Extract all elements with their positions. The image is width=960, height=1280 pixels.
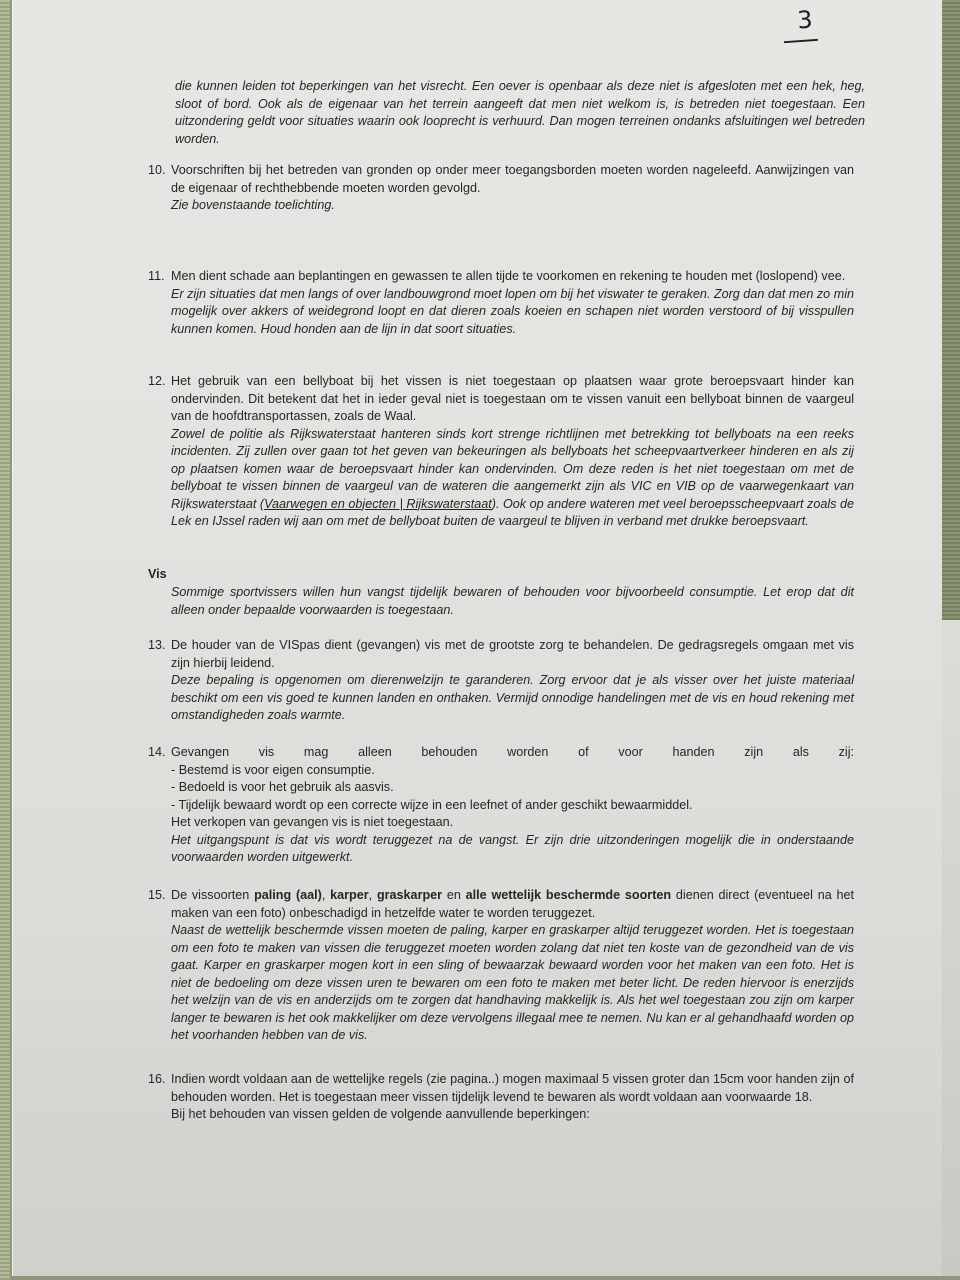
rule-text: Gevangen vis mag alleen behouden worden of voor handen zijn als zij: [171, 745, 854, 759]
rule-number: 14. [148, 745, 166, 759]
rule-number: 11. [148, 269, 165, 283]
rule-text-fragment: dienen direct (eventueel na het maken van een foto) onbeschadigd in hetzelfde water te worden teruggezet. [171, 888, 854, 920]
rule-text-continued: Bij het behouden van vissen gelden de volgende aanvullende beperkingen: [171, 1107, 590, 1121]
rule-text-fragment: , [368, 888, 377, 902]
rule-text: Indien wordt voldaan aan de wettelijke regels (zie pagina..) mogen maximaal 5 vissen groter dan 15cm voor handen zijn of behouden worden. Het is toegestaan meer vissen tijdelijk levend te bewaren als wordt voldaan aan voorwaarde 18. [171, 1072, 854, 1104]
rule-explanation: Er zijn situaties dat men langs of over landbouwgrond moet lopen om bij het viswater te geraken. Zorg dan dat men zo min mogelijk over akkers of weidegrond loopt en dat dieren zoals koeien en schapen niet worden verstoord of bij visspullen kunnen komen. Houd honden aan de lijn in dat soort situaties. [171, 286, 854, 336]
rule-item-15 [148, 887, 854, 1045]
bullet-item: - Tijdelijk bewaard wordt op een correcte wijze in een leefnet of ander geschikt bewaarmiddel. [171, 797, 693, 812]
tablecloth-background-left [0, 0, 10, 1280]
page-number-underline [784, 39, 818, 43]
rule-number: 10. [148, 163, 166, 177]
document-page [12, 0, 942, 1276]
rule-item-12 [148, 373, 854, 531]
rule-explanation: Het uitgangspunt is dat vis wordt teruggezet na de vangst. Er zijn drie uitzonderingen mogelijk die in onderstaande voorwaarden worden uitgewerkt. [171, 832, 854, 864]
rule-text-fragment: en [442, 888, 466, 902]
rule-text: Het verkopen van gevangen vis is niet toegestaan. [171, 815, 454, 829]
rule-number: 13. [148, 638, 166, 652]
handwritten-page-number: 3 [796, 5, 814, 35]
section-vis-intro: Sommige sportvissers willen hun vangst tijdelijk bewaren of behouden voor bijvoorbeeld consumptie. Let erop dat dit alleen onder bepaalde voorwaarden is toegestaan. [171, 585, 854, 617]
rule-text: De houder van de VISpas dient (gevangen) vis met de grootste zorg te behandelen. De gedragsregels omgaan met vis zijn hierbij leidend. [171, 638, 854, 670]
species-paling: paling (aal) [254, 888, 322, 902]
species-graskarper: graskarper [376, 888, 443, 902]
rule-text-fragment: De vissoorten [171, 888, 255, 902]
rule-text [171, 887, 854, 922]
intro-paragraph: die kunnen leiden tot beperkingen van het visrecht. Een oever is openbaar als deze niet is afgesloten met een hek, heg, sloot of bord. Ook als de eigenaar van het terrein aangeeft dat men niet welkom is, is betreden niet toegestaan. Een uitzondering geldt voor situaties waarin ook looprecht is verhuurd. Dan mogen terreinen ondanks afsluitingen wel betreden worden. [175, 79, 865, 146]
protected-species: alle wettelijk beschermde soorten [465, 888, 672, 902]
section-heading-vis: Vis [148, 567, 167, 581]
explanation-text: Zowel de politie als Rijkswaterstaat hanteren sinds kort strenge richtlijnen met betrekking tot bellyboats na een reeks incidenten. Zij zullen over gaan tot het geven van bekeuringen als bellyboats het scheepvaartverkeer hinderen en als zij op plaatsen komen waar de beroepsvaart hinder kan ondervinden. Om deze reden is het niet toegestaan om met de bellyboat te vissen binnen de vaargeul van de wateren die aangemerkt zijn als VIC en VIB op de vaarwegenkaart van Rijkswaterstaat ( [171, 426, 854, 511]
rule-explanation: Naast de wettelijk beschermde vissen moeten de paling, karper en graskarper altijd teruggezet worden. Het is toegestaan om een foto te maken van vissen die teruggezet moeten worden zolang dat niet ten koste van de gezondheid van de vis gaat. Karper en graskarper mogen kort in een sling of bewaarzak bewaard worden voor het maken van een foto. Het is niet de bedoeling om deze vissen uren te bewaren om een foto te maken met beter licht. De reden hiervoor is enerzijds het welzijn van de vis en anderzijds om te zorgen dat handhaving makkelijk is. Als het wel toegestaan zou zijn om karper langer te bewaren is het ook makkelijker om deze vervolgens illegaal mee te nemen. Nu kan er al gehandhaafd worden op het voorhanden hebben van de vis. [171, 923, 854, 1042]
rule-text: Voorschriften bij het betreden van gronden op onder meer toegangsborden moeten worden nageleefd. Aanwijzingen van de eigenaar of rechthebbende moeten worden gevolgd. [171, 163, 854, 195]
bullet-item: - Bedoeld is voor het gebruik als aasvis. [171, 780, 394, 794]
rule-explanation: Deze bepaling is opgenomen om dierenwelzijn te garanderen. Zorg ervoor dat je als visser over het juiste materiaal beschikt om een vis goed te kunnen landen en onthaken. Vermijd onnodige handelingen met de vis en houd rekening met omstandigheden zoals warmte. [171, 673, 854, 722]
rule-explanation: Zie bovenstaande toelichting. [171, 198, 335, 212]
rule-explanation [171, 426, 854, 531]
rule-text: Men dient schade aan beplantingen en gewassen te allen tijde te voorkomen en rekening te houden met (loslopend) vee. [171, 269, 846, 283]
rule-item-14 [148, 744, 854, 867]
bullet-item: - Bestemd is voor eigen consumptie. [171, 762, 375, 777]
rule-item-10 [148, 162, 854, 215]
rule-item-13 [148, 637, 854, 725]
explanation-text: ). Ook op andere wateren met veel beroepsscheepvaart zoals de Lek en IJssel raden wij aan om met de bellyboat buiten de vaargeul te blijven in verband met drukke beroepsvaart. [171, 496, 854, 528]
rule-item-11 [148, 268, 854, 338]
rijkswaterstaat-link[interactable]: Vaarwegen en objecten | Rijkswaterstaat [264, 496, 492, 511]
rule-number: 15. [148, 888, 166, 902]
rule-item-16 [148, 1071, 854, 1124]
rule-number: 12. [148, 374, 166, 388]
rule-text-fragment: , [321, 888, 331, 902]
rule-text: Het gebruik van een bellyboat bij het vissen is niet toegestaan op plaatsen waar grote beroepsvaart hinder kan ondervinden. Dit betekent dat het in ieder geval niet is toegestaan om te vissen vanuit een bellyboat binnen de vaargeul van de hoofdtransportassen, zoals de Waal. [171, 374, 854, 423]
rule-number: 16. [148, 1072, 166, 1086]
tablecloth-background-right [940, 0, 960, 620]
species-karper: karper [330, 888, 369, 902]
